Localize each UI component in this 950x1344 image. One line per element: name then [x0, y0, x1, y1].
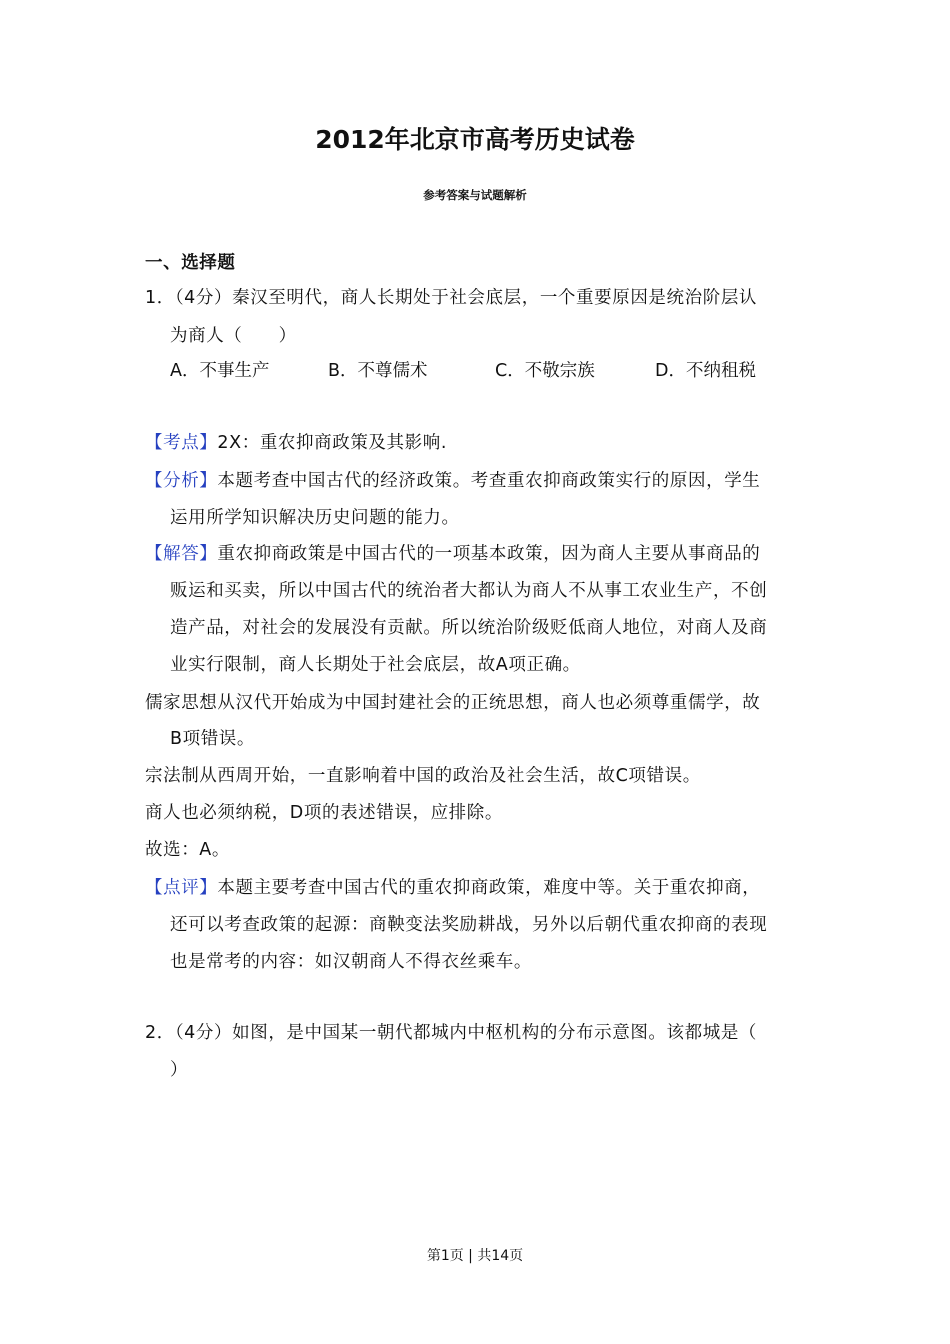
answer: 故选：A。 — [145, 840, 230, 860]
q1-option-c: C．不敬宗族 — [495, 361, 595, 381]
q2-stem-line1: 2．（4分）如图，是中国某一朝代都城内中枢机构的分布示意图。该都城是（ — [145, 1023, 758, 1043]
explanation-c: 宗法制从西周开始，一直影响着中国的政治及社会生活，故C项错误。 — [145, 766, 701, 786]
q1-jieda — [145, 543, 760, 565]
q1-stem-line1: 1．（4分）秦汉至明代，商人长期处于社会底层，一个重要原因是统治阶层认 — [145, 288, 758, 308]
document-subtitle: 参考答案与试题解析 — [423, 188, 527, 202]
dianping-tag: 【点评】 — [145, 878, 218, 898]
explanation-b-line1: 儒家思想从汉代开始成为中国封建社会的正统思想，商人也必须尊重儒学，故 — [145, 693, 761, 713]
kaodian-text: 2X：重农抑商政策及其影响. — [217, 433, 447, 453]
q1-option-d: D．不纳租税 — [655, 361, 756, 381]
kaodian-tag: 【考点】 — [145, 433, 218, 453]
dianping-text: 本题主要考查中国古代的重农抑商政策，难度中等。关于重农抑商， — [217, 878, 761, 898]
q1-option-a: A．不事生产 — [170, 361, 270, 381]
q2-stem-line2: ） — [170, 1060, 189, 1080]
fenxi-line2: 运用所学知识解决历史问题的能力。 — [170, 508, 460, 528]
jieda-line2: 贩运和买卖，所以中国古代的统治者大都认为商人不从事工农业生产，不创 — [170, 581, 768, 601]
q1-fenxi — [145, 470, 760, 492]
explanation-b-line2: B项错误。 — [170, 729, 256, 749]
q1-stem-line2: 为商人（ ） — [170, 326, 297, 346]
q1-kaodian — [145, 432, 447, 454]
jieda-line4: 业实行限制，商人长期处于社会底层，故A项正确。 — [170, 655, 581, 675]
fenxi-tag: 【分析】 — [145, 471, 218, 491]
q1-dianping — [145, 877, 760, 899]
dianping-line2: 还可以考查政策的起源：商鞅变法奖励耕战，另外以后朝代重农抑商的表现 — [170, 915, 768, 935]
jieda-line3: 造产品，对社会的发展没有贡献。所以统治阶级贬低商人地位，对商人及商 — [170, 618, 768, 638]
fenxi-text: 本题考查中国古代的经济政策。考查重农抑商政策实行的原因，学生 — [217, 471, 761, 491]
explanation-d: 商人也必须纳税，D项的表述错误，应排除。 — [145, 803, 503, 823]
section-heading: 一、选择题 — [145, 253, 236, 273]
document-title: 2012年北京市高考历史试卷 — [315, 125, 635, 154]
dianping-line3: 也是常考的内容：如汉朝商人不得衣丝乘车。 — [170, 952, 532, 972]
jieda-text: 重农抑商政策是中国古代的一项基本政策，因为商人主要从事商品的 — [217, 544, 761, 564]
page-footer: 第1页 | 共14页 — [426, 1248, 524, 1264]
jieda-tag: 【解答】 — [145, 544, 218, 564]
q1-option-b: B．不尊儒术 — [328, 361, 428, 381]
